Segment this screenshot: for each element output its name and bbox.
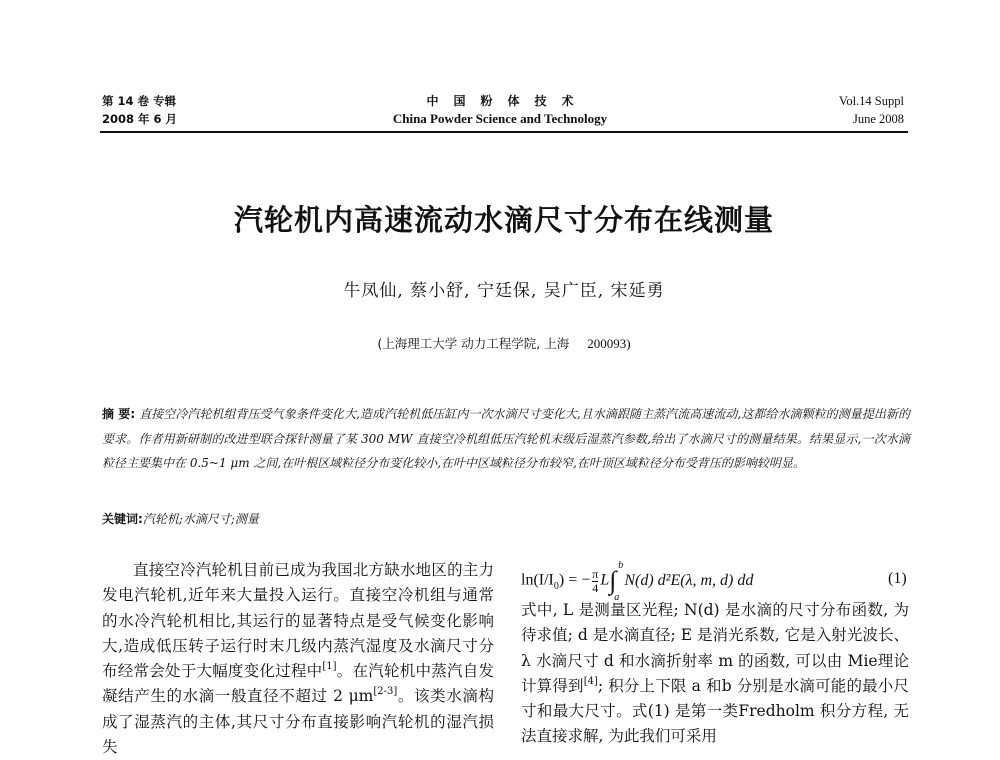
equation-1: [521, 560, 754, 603]
abstract: [102, 402, 910, 476]
affiliation-text: (上海理工大学 动力工程学院, 上海: [377, 336, 570, 351]
body-left-text-3: 。该类水滴构成了湿蒸汽的主体,其尺寸分布直接影响汽轮机的湿汽损失: [102, 687, 494, 757]
citation-ref: [1]: [322, 661, 337, 673]
body-left-column: [102, 558, 494, 760]
volume-label: 第 14 卷 专辑: [102, 94, 177, 108]
integral-upper-limit: b: [618, 560, 624, 571]
citation-ref: [2-3]: [373, 686, 398, 698]
header-rule: [100, 131, 908, 133]
date-label-en: June 2008: [852, 112, 904, 126]
integral-sign-icon: ∫ b a: [609, 560, 624, 603]
journal-name: [300, 92, 700, 128]
abstract-label: 摘 要:: [102, 407, 136, 421]
integral-lower-limit: a: [614, 592, 620, 603]
body-right-column: [521, 598, 909, 750]
equation-number: (1): [888, 570, 907, 587]
abstract-text: 直接空冷汽轮机组背压受气象条件变化大,造成汽轮机低压缸内一次水滴尺寸变化大,且水滴跟随主蒸汽流高速流动,这都给水滴颗粒的测量提出新的要求。作者用新研制的改进型联合探针测量了某 300 MW 直接空冷机组低压汽轮机末级后湿蒸汽参数,给出了水滴尺寸的测量结果。结果显示,一次水滴粒径主要集中在 0.5~1 μm 之间,在叶根区域粒径分布变化较小,在叶中区域粒径分布较窄,在叶顶区域粒径分布受背压的影响较明显。: [102, 407, 910, 470]
equation-lhs-end: ) = −: [558, 571, 591, 589]
body-left-text-1: 直接空冷汽轮机目前已成为我国北方缺水地区的主力发电汽轮机,近年来大量投入运行。直接空冷机组与通常的水冷汽轮机相比,其运行的显著特点是受气候变化影响大,造成低压转子运行时末几级内蒸汽湿度及水滴尺寸分布经常会处于大幅度变化过程中: [102, 561, 494, 681]
keywords: [102, 510, 259, 528]
affiliation: [100, 334, 908, 352]
equation-lhs: ln(I/I: [521, 571, 554, 589]
volume-label-en: Vol.14 Suppl: [838, 94, 904, 108]
body-right-text-2: ; 积分上下限 a 和b 分别是水滴可能的最小尺寸和最大尺寸。式(1) 是第一类Fredholm 积分方程, 无法直接求解, 为此我们可采用: [521, 676, 909, 746]
affiliation-zip: 200093): [587, 336, 631, 351]
journal-name-cn: 中国粉体技术: [426, 94, 589, 108]
paper-title: 汽轮机内高速流动水滴尺寸分布在线测量: [233, 203, 774, 237]
journal-volume-info: [102, 92, 177, 128]
body-left-text-2: 。在汽轮机中蒸汽自发凝结产生的水滴一般直径不超过 2 μm: [102, 662, 494, 706]
citation-ref: [4]: [583, 675, 598, 687]
equation-integrand: N(d) d²E(λ, m, d) dd: [624, 571, 754, 589]
equation-L: L: [600, 571, 610, 589]
equation-fraction: [592, 568, 598, 595]
equation-lhs-sub: 0: [553, 580, 559, 592]
body-right-text-1: 式中, L 是测量区光程; N(d) 是水滴的尺寸分布函数, 为待求值; d 是水滴直径; E 是消光系数, 它是入射光波长、λ 水滴尺寸 d 和水滴折射率 m 的函数, 可以由 Mie理论计算得到: [521, 601, 909, 695]
fraction-denominator: 4: [592, 580, 599, 595]
keywords-label: 关键词:: [102, 512, 143, 526]
keywords-text: 汽轮机;水滴尺寸;测量: [142, 512, 259, 526]
date-label: 2008 年 6 月: [102, 112, 178, 126]
author-list: 牛凤仙, 蔡小舒, 宁廷保, 吴广臣, 宋延勇: [343, 281, 665, 301]
fraction-numerator: π: [592, 566, 599, 581]
journal-name-en: China Powder Science and Technology: [392, 111, 608, 126]
journal-volume-info-en: [839, 92, 904, 128]
